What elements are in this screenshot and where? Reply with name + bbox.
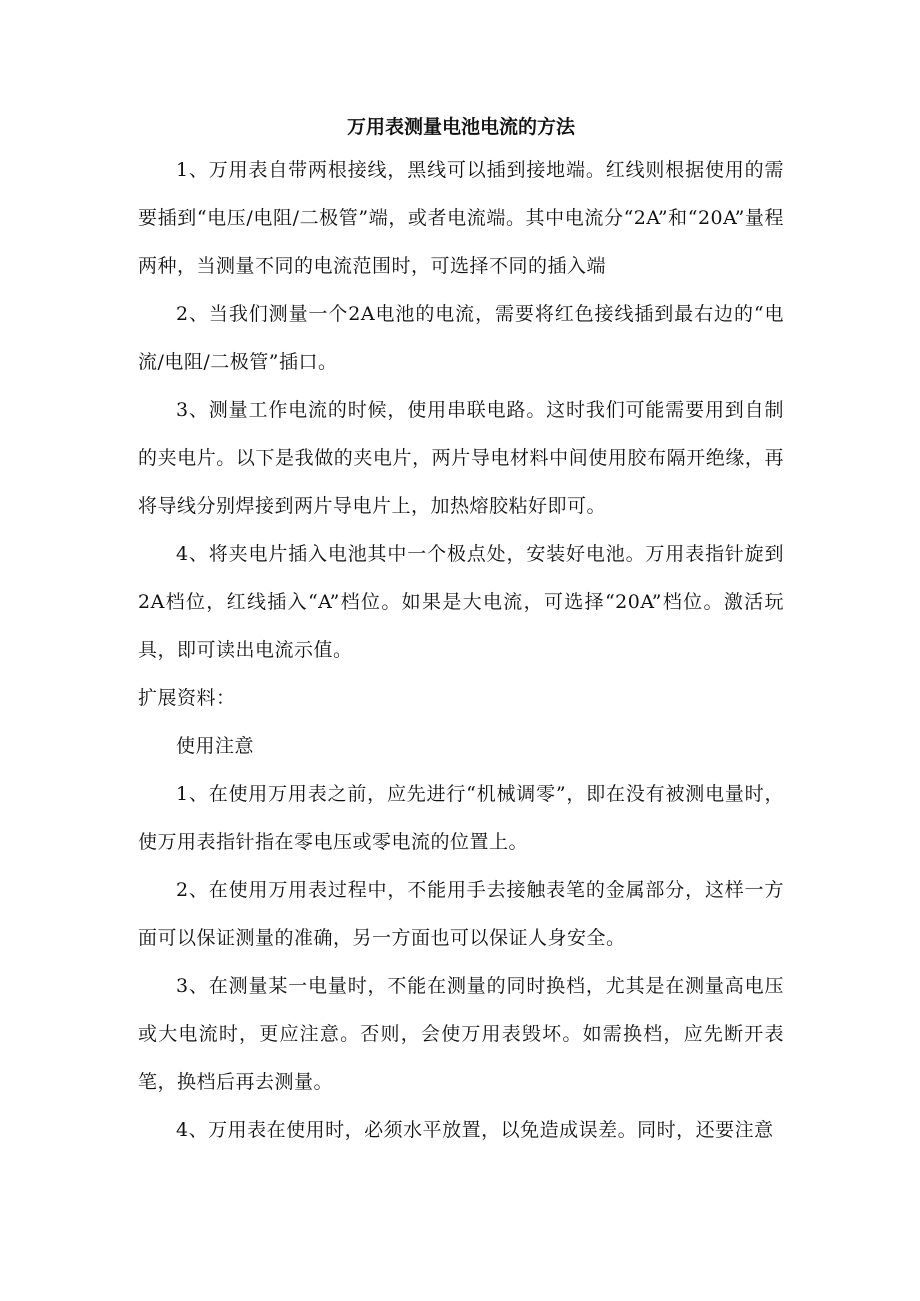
paragraph-series-circuit: 3、测量工作电流的时候，使用串联电路。这时我们可能需要用到自制的夹电片。以下是我做的夹电片，两片导电材料中间使用胶布隔开绝缘，再将导线分别焊接到两片导电片上，加热熔胶粘好即可。 — [138, 399, 784, 517]
subheading-usage-notes: 使用注意 — [176, 735, 255, 757]
paragraph-mechanical-zero: 1、在使用万用表之前，应先进行“机械调零”，即在没有被测电量时，使万用表指针指在零电压或零电流的位置上。 — [138, 783, 784, 853]
paragraph-wiring: 1、万用表自带两根接线，黑线可以插到接地端。红线则根据使用的需要插到“电压/电阻/二极管”端，或者电流端。其中电流分“2A”和“20A”量程两种，当测量不同的电流范围时，可选择不同的插入端 — [138, 159, 784, 277]
paragraph-range-switch: 3、在测量某一电量时，不能在测量的同时换档，尤其是在测量高电压或大电流时，更应注意。否则，会使万用表毁坏。如需换档，应先断开表笔，换档后再去测量。 — [138, 975, 784, 1093]
paragraph-horizontal-placement: 4、万用表在使用时，必须水平放置，以免造成误差。同时，还要注意 — [176, 1119, 774, 1141]
paragraph-probe-safety: 2、在使用万用表过程中，不能用手去接触表笔的金属部分，这样一方面可以保证测量的准确，另一方面也可以保证人身安全。 — [138, 879, 784, 949]
paragraph-clip-insert: 4、将夹电片插入电池其中一个极点处，安装好电池。万用表指针旋到2A档位，红线插入“A”档位。如果是大电流，可选择“20A”档位。激活玩具，即可读出电流示值。 — [138, 543, 784, 661]
paragraph-2a-current: 2、当我们测量一个2A电池的电流，需要将红色接线插到最右边的“电流/电阻/二极管”插口。 — [138, 303, 784, 373]
document-title: 万用表测量电池电流的方法 — [346, 116, 575, 138]
section-heading-extended: 扩展资料： — [138, 687, 236, 709]
